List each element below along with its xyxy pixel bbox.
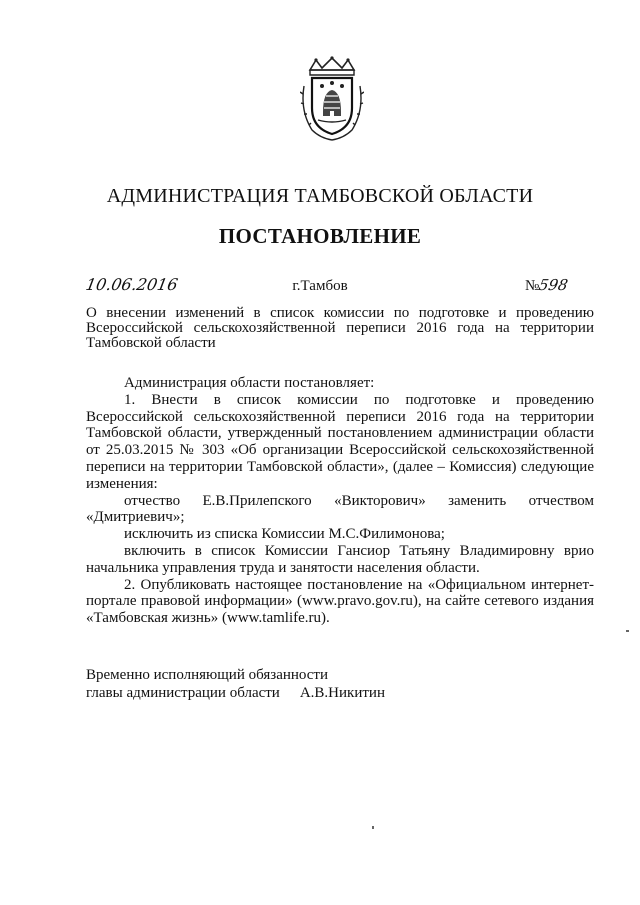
change-2: исключить из списка Комиссии М.С.Филимонова; (124, 526, 445, 543)
signature-block (86, 666, 385, 702)
document-body (86, 375, 594, 627)
signature-title-line-2 (86, 684, 385, 702)
change-1: отчество Е.В.Прилепского «Викторович» заменить отчеством «Дмитриевич»; (86, 492, 594, 526)
document-date: 10.06.2016 (84, 275, 180, 294)
coat-of-arms-icon (300, 56, 364, 142)
clause-2: 2. Опубликовать настоящее постановление на «Официальном интернет-портале правовой информации» (www.pravo.gov.ru), на сайте сетевого издания «Тамбовская жизнь» (www.tamlife.ru). (86, 576, 594, 627)
scan-speck (372, 826, 374, 829)
document-city: г.Тамбов (292, 278, 348, 294)
document-type-title: ПОСТАНОВЛЕНИЕ (218, 224, 422, 248)
document-subject: О внесении изменений в список комиссии по подготовке и проведению Всероссийской сельскохозяйственной переписи 2016 года на территории Тамбовской области (86, 305, 594, 351)
scan-speck (626, 630, 629, 632)
signatory-name: А.В.Никитин (299, 685, 385, 701)
organization-title: АДМИНИСТРАЦИЯ ТАМБОВСКОЙ ОБЛАСТИ (106, 185, 534, 207)
change-3: включить в список Комиссии Гансиор Татьяну Владимировну врио начальника управления труда и занятости населения области. (86, 542, 594, 576)
signature-position: главы администрации области (86, 685, 280, 701)
preamble: Администрация области постановляет: (124, 375, 375, 391)
clause-1: 1. Внести в список комиссии по подготовке и проведению Всероссийской сельскохозяйственной переписи 2016 года на территории Тамбовской области, утвержденный постановлением администрации области от 25.03.2015 № 303 «Об организации Всероссийской сельскохозяйственной переписи на территории Тамбовской области», (далее – Комиссия) следующие изменения: (86, 391, 594, 492)
signature-title-line-1: Временно исполняющий обязанности (86, 667, 329, 683)
document-number (525, 276, 568, 295)
number-prefix: № (525, 278, 540, 294)
number-value: 598 (537, 276, 570, 294)
